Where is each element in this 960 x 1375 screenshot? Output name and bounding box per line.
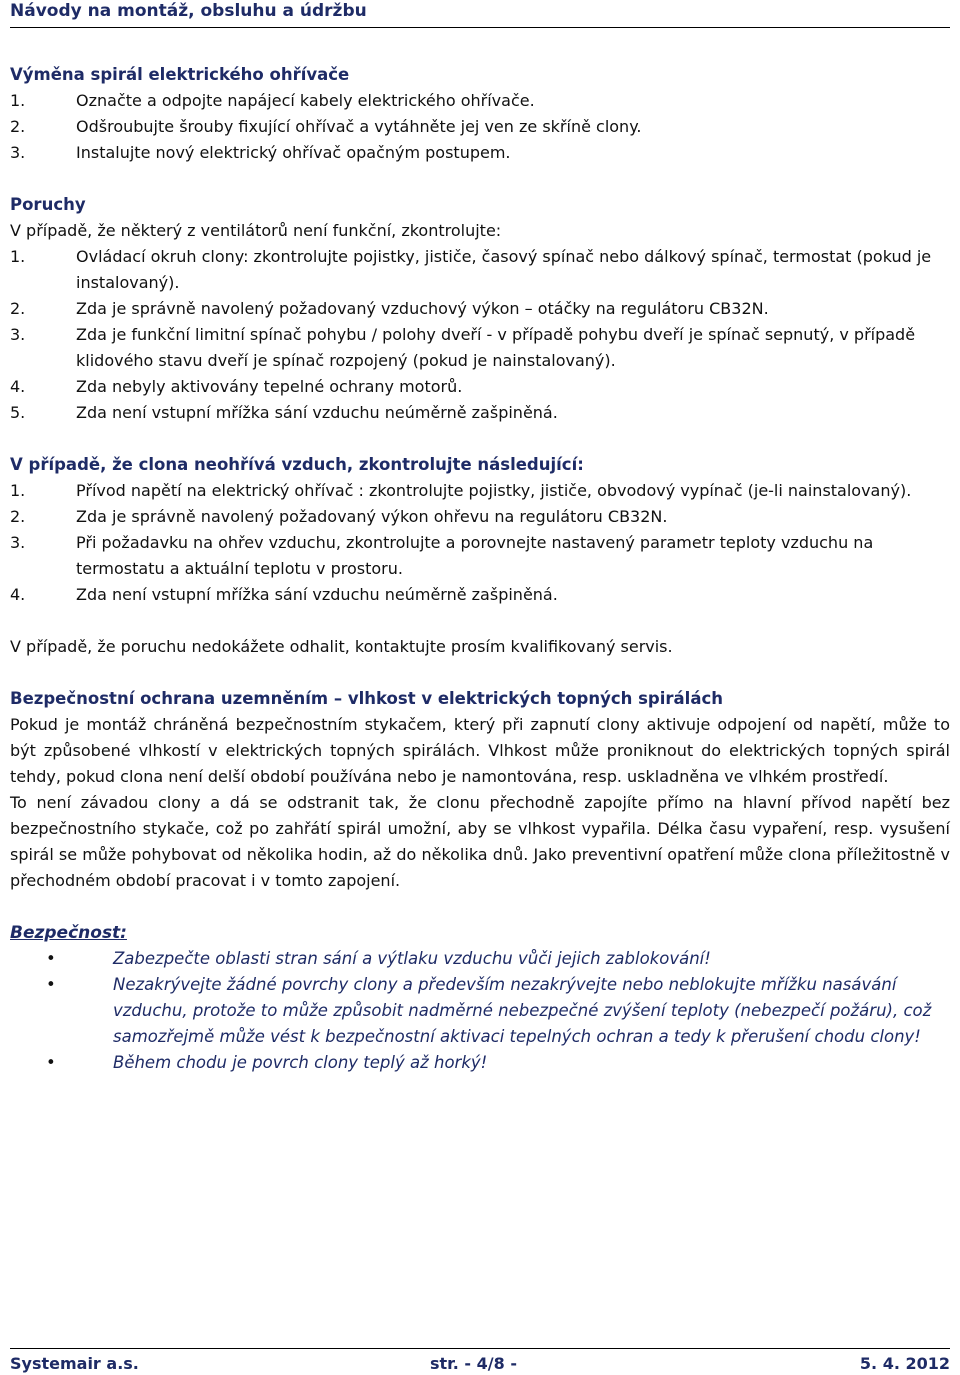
list-item [10,1050,950,1076]
header-title: Návody na montáž, obsluhu a údržbu [10,1,367,21]
item-text: Zda není vstupní mřížka sání vzduchu neúměrně zašpiněná. [76,585,558,604]
list-item [10,114,950,140]
item-text: Zda není vstupní mřížka sání vzduchu neúměrně zašpiněná. [76,403,558,422]
faults-checklist [10,244,950,426]
item-number: 5. [10,403,26,422]
item-number: 3. [10,325,26,344]
item-text: Odšroubujte šrouby fixující ohřívač a vytáhněte jej ven ze skříně clony. [76,117,642,136]
list-item [10,400,950,426]
list-item [10,296,950,322]
footer-company: Systemair a.s. [10,1354,139,1373]
item-number: 3. [10,533,26,552]
faults-intro: V případě, že některý z ventilátorů není funkční, zkontrolujte: [10,221,502,240]
list-item [10,322,950,374]
list-item [10,374,950,400]
list-item [10,504,950,530]
page-content [10,62,950,1076]
service-note: V případě, že poruchu nedokážete odhalit, kontaktujte prosím kvalifikovaný servis. [10,637,673,656]
item-text: Nezakrývejte žádné povrchy clony a především nezakrývejte nebo neblokujte mřížku nasávání vzduchu, protože to může způsobit nadměrné nebezpečné zvýšení teploty (nebezpečí požáru), což samozřejmě může vést k bezpečnostní aktivaci tepelných ochran a tedy k přerušení chodu clony! [113,975,932,1046]
section-title-faults: Poruchy [10,195,86,214]
item-text: Zda je správně navolený požadovaný výkon ohřevu na regulátoru CB32N. [76,507,668,526]
safety-bullets [10,946,950,1076]
list-item [10,530,950,582]
item-number: 1. [10,247,26,266]
list-item [10,88,950,114]
item-number: 4. [10,377,26,396]
item-text: Zabezpečte oblasti stran sání a výtlaku vzduchu vůči jejich zablokování! [113,949,711,968]
item-text: Označte a odpojte napájecí kabely elektrického ohřívače. [76,91,535,110]
item-text: Při požadavku na ohřev vzduchu, zkontrolujte a porovnejte nastavený parametr teploty vzduchu na termostatu a aktuální teplotu v prostoru. [76,533,874,578]
list-item [10,946,950,972]
list-item [10,140,950,166]
item-text: Během chodu je povrch clony teplý až horký! [113,1053,488,1072]
item-number: 2. [10,117,26,136]
page-footer [10,1348,950,1375]
item-number: 4. [10,585,26,604]
bullet-icon: • [46,1053,56,1072]
item-text: Zda nebyly aktivovány tepelné ochrany motorů. [76,377,463,396]
item-text: Ovládací okruh clony: zkontrolujte pojistky, jističe, časový spínač nebo dálkový spínač, termostat (pokud je instalovaný). [76,247,932,292]
item-number: 3. [10,143,26,162]
no-heat-checklist [10,478,950,608]
item-number: 1. [10,481,26,500]
item-text: Zda je správně navolený požadovaný vzduchový výkon – otáčky na regulátoru CB32N. [76,299,769,318]
section-title-protection: Bezpečnostní ochrana uzemněním – vlhkost v elektrických topných spirálách [10,689,723,708]
item-number: 2. [10,507,26,526]
bullet-icon: • [46,949,56,968]
spirals-steps [10,88,950,166]
page-header [10,0,950,28]
section-title-safety: Bezpečnost: [10,923,127,943]
item-number: 1. [10,91,26,110]
list-item [10,972,950,1050]
footer-page-number: str. - 4/8 - [430,1354,517,1373]
item-text: Instalujte nový elektrický ohřívač opačným postupem. [76,143,511,162]
item-number: 2. [10,299,26,318]
list-item [10,478,950,504]
bullet-icon: • [46,975,56,994]
section-title-spirals: Výměna spirál elektrického ohřívače [10,65,350,84]
item-text: Zda je funkční limitní spínač pohybu / polohy dveří - v případě pohybu dveří je spínač sepnutý, v případě klidového stavu dveří je spínač rozpojený (pokud je nainstalovaný). [76,325,916,370]
protection-paragraph-2: To není závadou clony a dá se odstranit tak, že clonu přechodně zapojíte přímo na hlavní přívod napětí bez bezpečnostního stykače, což po zahřátí spirál umožní, aby se vlhkost vypařila. Délka času vypaření, resp. vysušení spirál se může pohybovat od několika hodin, až do několika dnů. Jako preventivní opatření může clona příležitostně v přechodném období pracovat i v tomto zapojení. [10,793,950,890]
section-title-no-heat: V případě, že clona neohřívá vzduch, zkontrolujte následující: [10,455,584,474]
list-item [10,244,950,296]
item-text: Přívod napětí na elektrický ohřívač : zkontrolujte pojistky, jističe, obvodový vypínač (je-li nainstalovaný). [76,481,912,500]
footer-date: 5. 4. 2012 [859,1354,950,1373]
list-item [10,582,950,608]
protection-paragraph-1: Pokud je montáž chráněná bezpečnostním stykačem, který při zapnutí clony aktivuje odpojení od napětí, může to být způsobené vlhkostí v elektrických topných spirálách. Vlhkost může proniknout do elektrických topných spirál tehdy, pokud clona není delší období používána nebo je namontována, resp. uskladněna ve vlhkém prostředí. [10,715,950,786]
